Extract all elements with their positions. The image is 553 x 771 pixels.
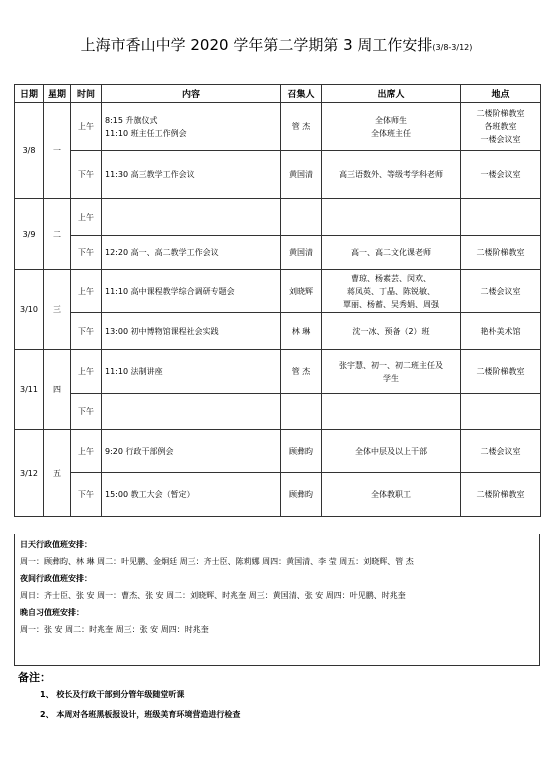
- schedule-row: [15, 313, 541, 350]
- header-time: 时间: [71, 85, 102, 103]
- attendees-line: 蒋凤英、丁晶、陈锐敏、: [347, 286, 435, 296]
- content-cell: [102, 350, 281, 394]
- content-line: 11:10 高中课程教学综合调研专题会: [105, 286, 235, 296]
- title-main: 上海市香山中学 2020 学年第二学期第 3 周工作安排: [80, 36, 433, 54]
- content-line: 9:20 行政干部例会: [105, 446, 174, 456]
- header-row: [15, 85, 541, 103]
- page-title: [0, 34, 553, 55]
- content-cell: [102, 430, 281, 473]
- location-line: 二楼阶梯教室: [476, 109, 525, 118]
- location-cell: [461, 430, 541, 473]
- attendees-cell: [322, 199, 461, 236]
- date-cell: 3/9: [15, 199, 44, 270]
- weekday-cell: 五: [44, 430, 71, 517]
- night-duty-heading: 夜间行政值班安排：: [20, 574, 92, 583]
- study-duty-heading: 晚自习值班安排：: [20, 608, 84, 617]
- time-cell: 下午: [71, 313, 102, 350]
- attendees-line: 高一、高二文化课老师: [351, 248, 431, 257]
- attendees-line: 覃丽、杨蓄、吴秀娟、周强: [343, 299, 439, 309]
- date-cell: 3/12: [15, 430, 44, 517]
- convener-cell: [281, 394, 322, 430]
- time-cell: 上午: [71, 430, 102, 473]
- date-cell: 3/8: [15, 103, 44, 199]
- convener-cell: 黄国清: [281, 151, 322, 199]
- attendees-cell: [322, 151, 461, 199]
- convener-cell: [281, 199, 322, 236]
- date-cell: 3/11: [15, 350, 44, 430]
- attendees-cell: [322, 270, 461, 313]
- header-weekday: 星期: [44, 85, 71, 103]
- content-cell: [102, 270, 281, 313]
- duty-section: [14, 534, 540, 666]
- notes-heading: 备注：: [18, 671, 51, 684]
- schedule-row: [15, 473, 541, 517]
- time-cell: 上午: [71, 199, 102, 236]
- weekday-cell: 一: [44, 103, 71, 199]
- schedule-row: [15, 430, 541, 473]
- attendees-line: 学生: [383, 373, 399, 383]
- convener-cell: 管 杰: [281, 103, 322, 151]
- location-line: 二楼会议室: [480, 286, 521, 296]
- attendees-cell: [322, 313, 461, 350]
- schedule-row: [15, 103, 541, 151]
- convener-cell: 刘晓辉: [281, 270, 322, 313]
- location-line: 二楼阶梯教室: [476, 248, 525, 257]
- location-cell: [461, 151, 541, 199]
- attendees-cell: [322, 394, 461, 430]
- attendees-line: 全体班主任: [371, 128, 411, 138]
- content-cell: [102, 236, 281, 270]
- attendees-cell: [322, 473, 461, 517]
- header-location: 地点: [461, 85, 541, 103]
- attendees-line: 全体师生: [375, 115, 407, 125]
- content-line: 11:10 法制讲座: [105, 367, 163, 376]
- attendees-line: 全体中层及以上干部: [355, 446, 427, 456]
- header-attendees: 出席人: [322, 85, 461, 103]
- schedule-row: [15, 270, 541, 313]
- location-line: 二楼阶梯教室: [476, 490, 525, 499]
- time-cell: 上午: [71, 270, 102, 313]
- content-line: 11:10 班主任工作例会: [105, 128, 187, 138]
- schedule-row: [15, 199, 541, 236]
- attendees-cell: [322, 236, 461, 270]
- convener-cell: 林 琳: [281, 313, 322, 350]
- location-cell: [461, 350, 541, 394]
- content-cell: [102, 103, 281, 151]
- location-cell: [461, 103, 541, 151]
- location-line: 二楼会议室: [480, 446, 521, 456]
- weekday-cell: 二: [44, 199, 71, 270]
- day-duty-heading: 日天行政值班安排：: [20, 540, 92, 549]
- header-convener: 召集人: [281, 85, 322, 103]
- location-cell: [461, 199, 541, 236]
- convener-cell: 顾彝昀: [281, 430, 322, 473]
- attendees-line: 全体教职工: [371, 490, 411, 499]
- night-duty-row: 周日：齐士臣、张 安 周一：曹杰、张 安 周二：刘晓辉、时兆奎 周三：黄国清、张 安 周四：叶见鹏、时兆奎: [20, 591, 406, 600]
- location-line: 艳朴美术馆: [480, 326, 521, 336]
- note-item-1: 1、 校长及行政干部到分管年级随堂听课: [40, 690, 185, 699]
- attendees-cell: [322, 430, 461, 473]
- content-line: 12:20 高一、高二教学工作会议: [105, 248, 219, 257]
- location-line: 各班教室: [484, 122, 517, 131]
- content-cell: [102, 394, 281, 430]
- content-line: 11:30 高三教学工作会议: [105, 170, 195, 179]
- content-cell: [102, 473, 281, 517]
- time-cell: 下午: [71, 151, 102, 199]
- location-line: 一楼会议室: [480, 170, 521, 179]
- date-cell: 3/10: [15, 270, 44, 350]
- schedule-table: [14, 84, 541, 517]
- schedule-row: [15, 350, 541, 394]
- title-date-range: (3/8-3/12): [432, 43, 473, 52]
- weekday-cell: 四: [44, 350, 71, 430]
- content-line: 8:15 升旗仪式: [105, 115, 158, 125]
- header-content: 内容: [102, 85, 281, 103]
- convener-cell: 黄国清: [281, 236, 322, 270]
- content-cell: [102, 313, 281, 350]
- convener-cell: 管 杰: [281, 350, 322, 394]
- attendees-line: 张宇慧、初一、初二班主任及: [339, 360, 443, 370]
- attendees-line: 沈一冰、预备（2）班: [352, 326, 430, 336]
- time-cell: 下午: [71, 236, 102, 270]
- attendees-line: 高三语数外、等级考学科老师: [339, 170, 443, 179]
- header-date: 日期: [15, 85, 44, 103]
- location-cell: [461, 236, 541, 270]
- schedule-row: [15, 236, 541, 270]
- location-cell: [461, 394, 541, 430]
- time-cell: 下午: [71, 394, 102, 430]
- location-cell: [461, 270, 541, 313]
- attendees-line: 曹琼、杨素芸、闵欢、: [351, 273, 431, 283]
- day-duty-row: 周一：顾彝昀、林 琳 周二：叶见鹏、金炯廷 周三：齐士臣、陈莉娜 周四：黄国清、李 莹 周五：刘晓辉、管 杰: [20, 557, 414, 566]
- time-cell: 上午: [71, 103, 102, 151]
- convener-cell: 顾彝昀: [281, 473, 322, 517]
- schedule-row: [15, 151, 541, 199]
- content-line: 13:00 初中博物馆课程社会实践: [105, 326, 219, 336]
- attendees-cell: [322, 103, 461, 151]
- note-item-2: 2、 本周对各班黑板报设计，班级美育环境营造进行检查: [40, 710, 241, 719]
- weekday-cell: 三: [44, 270, 71, 350]
- study-duty-row: 周一：张 安 周二：时兆奎 周三：张 安 周四：时兆奎: [20, 625, 209, 634]
- location-cell: [461, 473, 541, 517]
- schedule-row: [15, 394, 541, 430]
- attendees-cell: [322, 350, 461, 394]
- time-cell: 上午: [71, 350, 102, 394]
- time-cell: 下午: [71, 473, 102, 517]
- location-cell: [461, 313, 541, 350]
- content-line: 15:00 教工大会（暂定）: [105, 490, 195, 499]
- location-line: 一楼会议室: [480, 135, 521, 144]
- notes-section: [18, 669, 538, 725]
- content-cell: [102, 151, 281, 199]
- location-line: 二楼阶梯教室: [476, 367, 525, 376]
- content-cell: [102, 199, 281, 236]
